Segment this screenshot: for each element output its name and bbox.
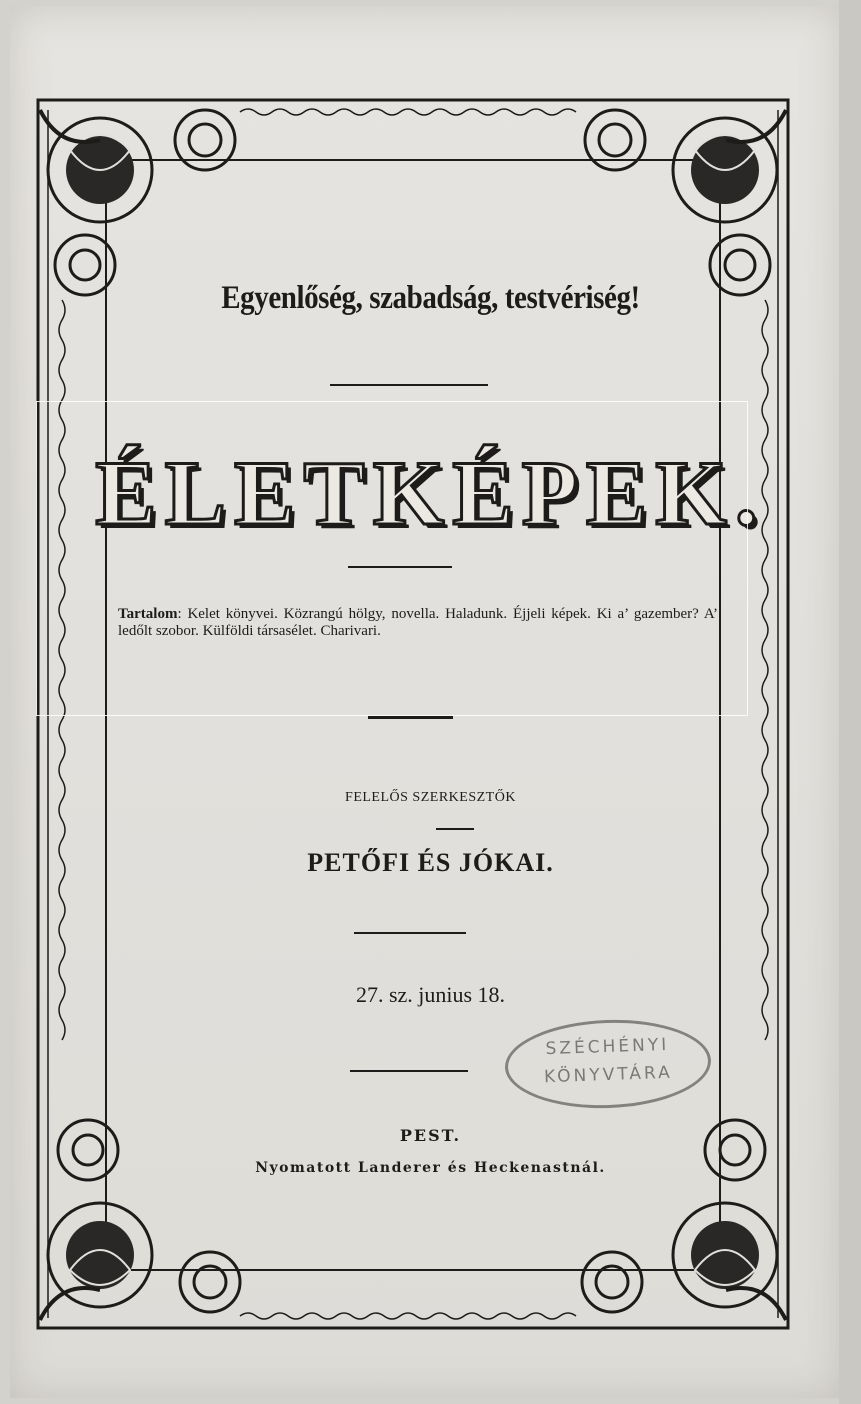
editors-names: PETŐFI ÉS JÓKAI. xyxy=(307,848,554,877)
corner-ornament-top-left xyxy=(40,110,235,295)
top-scroll-band xyxy=(240,109,576,115)
divider-rule xyxy=(350,1070,468,1072)
publication-city: PEST. xyxy=(399,1126,462,1145)
contents-text: : Kelet könyvei. Közrangú hölgy, novella. Haladunk. Éjjeli képek. Ki a’ gazember? A’ ledőlt szobor. Külföldi társasélet. Charivari. xyxy=(118,606,718,639)
divider-rule xyxy=(436,828,474,830)
divider-rule xyxy=(368,716,453,719)
highlight-box xyxy=(36,401,748,716)
bottom-scroll-band xyxy=(240,1313,576,1319)
corner-ornament-bottom-right xyxy=(582,1120,786,1320)
corner-ornament-top-right xyxy=(585,110,786,295)
masthead-title: ÉLETKÉPEK. xyxy=(95,442,766,544)
editors-label: FELELŐS SZERKESZTŐK xyxy=(345,790,516,805)
stamp-line: KÖNYVTÁRA xyxy=(543,1062,674,1088)
corner-ornament-bottom-left xyxy=(40,1120,240,1320)
contents-label: Tartalom xyxy=(118,606,178,622)
motto: Egyenlőség, szabadság, testvériség! xyxy=(221,280,640,316)
stamp-line: SZÉCHÉNYI xyxy=(545,1034,670,1060)
right-scroll-band xyxy=(762,300,768,1040)
printer-line: Nyomatott Landerer és Heckenastnál. xyxy=(255,1160,606,1176)
divider-rule xyxy=(330,384,488,386)
divider-rule xyxy=(354,932,466,934)
issue-date: 27. sz. junius 18. xyxy=(355,982,506,1007)
